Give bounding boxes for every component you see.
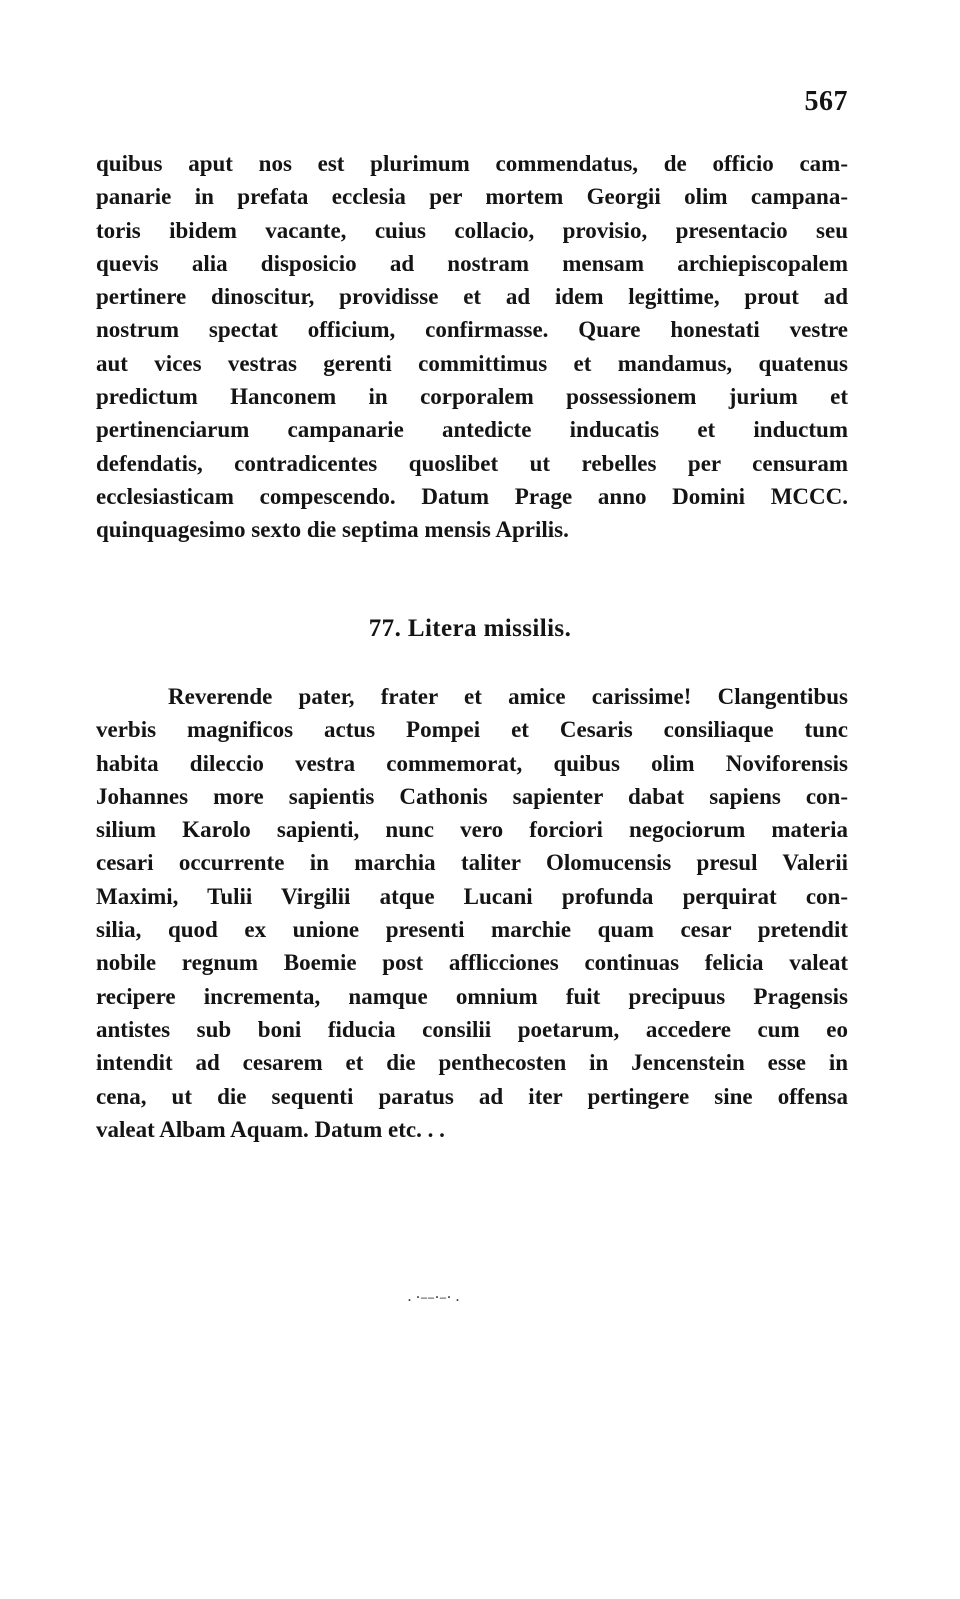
text-line: recipere incrementa, namque omnium fuit precipuus Pragensis	[96, 983, 848, 1009]
text-line: Reverende pater, frater et amice carissime! Clangentibus	[168, 684, 848, 709]
text-line: verbis magnificos actus Pompei et Cesaris consiliaque tunc	[96, 717, 848, 743]
paragraph-letter-77	[96, 680, 848, 1146]
text-line: defendatis, contradicentes quoslibet ut rebelles per censuram	[96, 450, 848, 476]
text-line: toris ibidem vacante, cuius collacio, provisio, presentacio seu	[96, 217, 848, 243]
text-line: predictum Hanconem in corporalem possessionem jurium et	[96, 384, 848, 410]
text-line: antistes sub boni fiducia consilii poetarum, accedere cum eo	[96, 1016, 848, 1042]
page-number: 567	[804, 86, 848, 117]
text-line: habita dileccio vestra commemorat, quibus olim Noviforensis	[96, 750, 848, 776]
text-line: pertinenciarum campanarie antedicte inducatis et inductum	[96, 417, 848, 443]
text-line: silium Karolo sapienti, nunc vero forciori negociorum materia	[96, 817, 848, 843]
text-line: ecclesiasticam compescendo. Datum Prage anno Domini MCCC.	[96, 483, 848, 509]
text-line: silia, quod ex unione presenti marchie quam cesar pretendit	[96, 917, 848, 943]
text-line: nobile regnum Boemie post afflicciones continuas felicia valeat	[96, 950, 848, 976]
section-heading: 77. Litera missilis.	[368, 615, 572, 642]
text-line: quibus aput nos est plurimum commendatus, de officio cam-	[96, 151, 848, 176]
text-line: pertinere dinoscitur, providisse et ad idem legittime, prout ad	[96, 284, 848, 310]
text-line: quinquagesimo sexto die septima mensis Aprilis.	[96, 517, 569, 543]
text-line: aut vices vestras gerenti committimus et mandamus, quatenus	[96, 350, 848, 376]
text-line: quevis alia disposicio ad nostram mensam archiepiscopalem	[96, 250, 848, 276]
paragraph-continued-letter	[96, 147, 848, 547]
text-line: Maximi, Tulii Virgilii atque Lucani profunda perquirat con-	[96, 883, 848, 909]
text-line: Johannes more sapientis Cathonis sapienter dabat sapiens con-	[96, 783, 848, 809]
text-line: intendit ad cesarem et die penthecosten in Jencenstein esse in	[96, 1050, 848, 1076]
text-line: valeat Albam Aquam. Datum etc. . .	[96, 1116, 445, 1142]
end-of-page-mark: . ·‒‒·‒· .	[408, 1290, 461, 1304]
text-line: panarie in prefata ecclesia per mortem Georgii olim campana-	[96, 184, 848, 210]
text-line: nostrum spectat officium, confirmasse. Quare honestati vestre	[96, 317, 848, 343]
text-line: cesari occurrente in marchia taliter Olomucensis presul Valerii	[96, 850, 848, 876]
text-line: cena, ut die sequenti paratus ad iter pertingere sine offensa	[96, 1083, 848, 1109]
